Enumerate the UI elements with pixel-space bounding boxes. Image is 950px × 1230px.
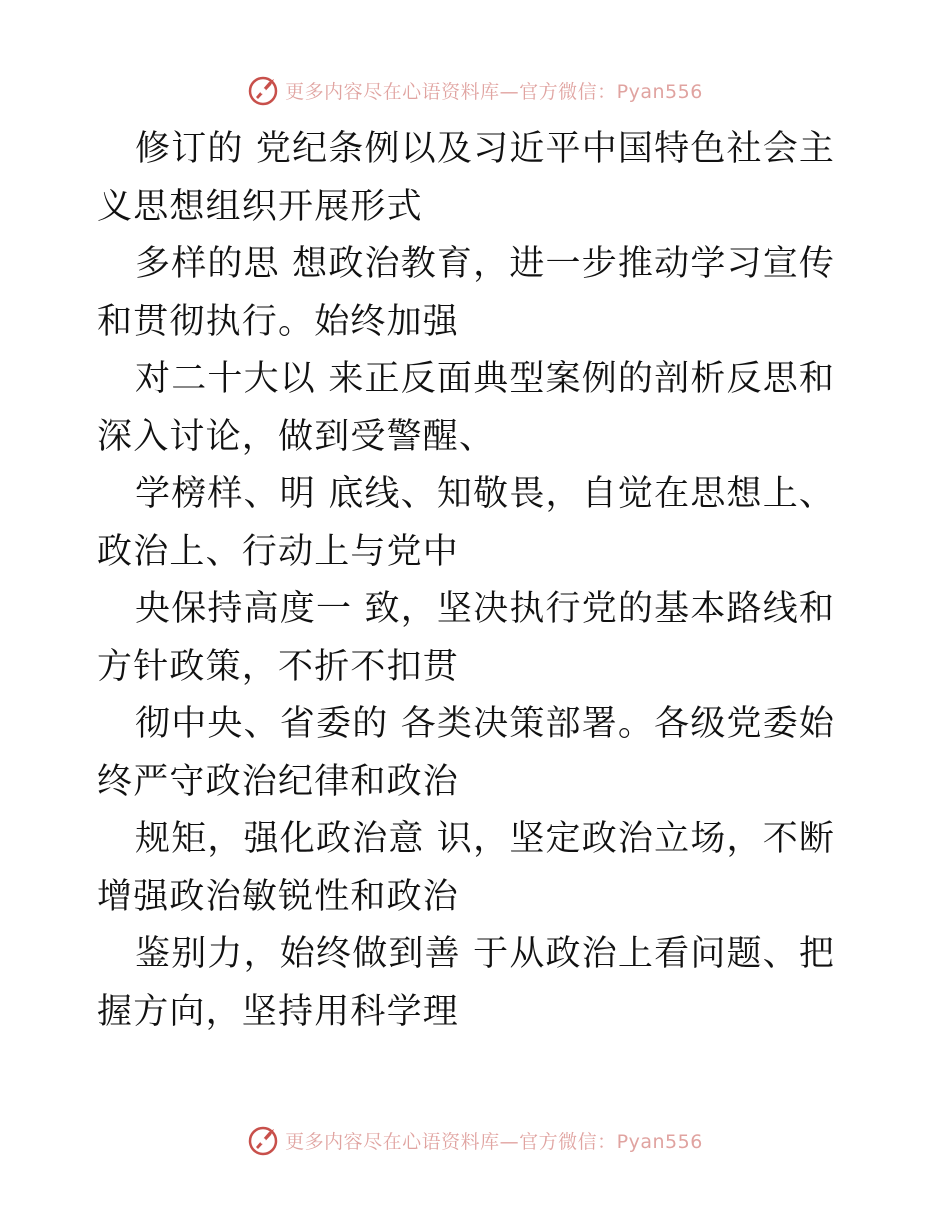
document-body: [97, 121, 837, 1041]
paragraph-7: [97, 811, 837, 926]
paragraph-8: [97, 926, 837, 1041]
paragraph-5: [97, 581, 837, 696]
text-line: 鉴别力，始终做到善 于从政治上看问题、把握: [97, 934, 836, 1032]
text-line: 对二十大以 来正反面典型案例的剖析反思和深: [97, 359, 836, 457]
paragraph-4: [97, 466, 837, 581]
header-banner: [0, 70, 950, 110]
text-line: 贯彻执行。始终加强: [133, 301, 460, 342]
text-line: 多样的思 想政治教育，进一步推动学习宣传和: [97, 244, 836, 342]
footer-banner: [0, 1120, 950, 1160]
pen-nib-logo-icon: [247, 1123, 281, 1157]
footer-banner-text: 更多内容尽在心语资料库—官方微信：Pyan556: [285, 1130, 703, 1153]
text-line: 修订的 党纪条例以及习近平中国特色社会主义: [97, 129, 836, 227]
text-line: 治上、行动上与党中: [133, 531, 460, 572]
text-line: 严守政治纪律和政治: [133, 761, 460, 802]
text-line: 规矩，强化政治意 识，坚定政治立场，不断增: [97, 819, 836, 917]
text-line: 思想组织开展形式: [133, 186, 423, 227]
paragraph-3: [97, 351, 837, 466]
text-line: 彻中央、省委的 各类决策部署。各级党委始终: [97, 704, 836, 802]
text-line: 方向，坚持用科学理: [133, 991, 460, 1032]
text-line: 央保持高度一 致，坚决执行党的基本路线和方: [97, 589, 836, 687]
paragraph-6: [97, 696, 837, 811]
text-line: 入讨论，做到受警醒、: [133, 416, 496, 457]
paragraph-1: [97, 121, 837, 236]
text-line: 学榜样、明 底线、知敬畏，自觉在思想上、政: [97, 474, 836, 572]
text-line: 针政策，不折不扣贯: [133, 646, 460, 687]
paragraph-2: [97, 236, 837, 351]
pen-nib-logo-icon: [247, 73, 281, 107]
header-banner-text: 更多内容尽在心语资料库—官方微信：Pyan556: [285, 80, 703, 103]
text-line: 强政治敏锐性和政治: [133, 876, 460, 917]
